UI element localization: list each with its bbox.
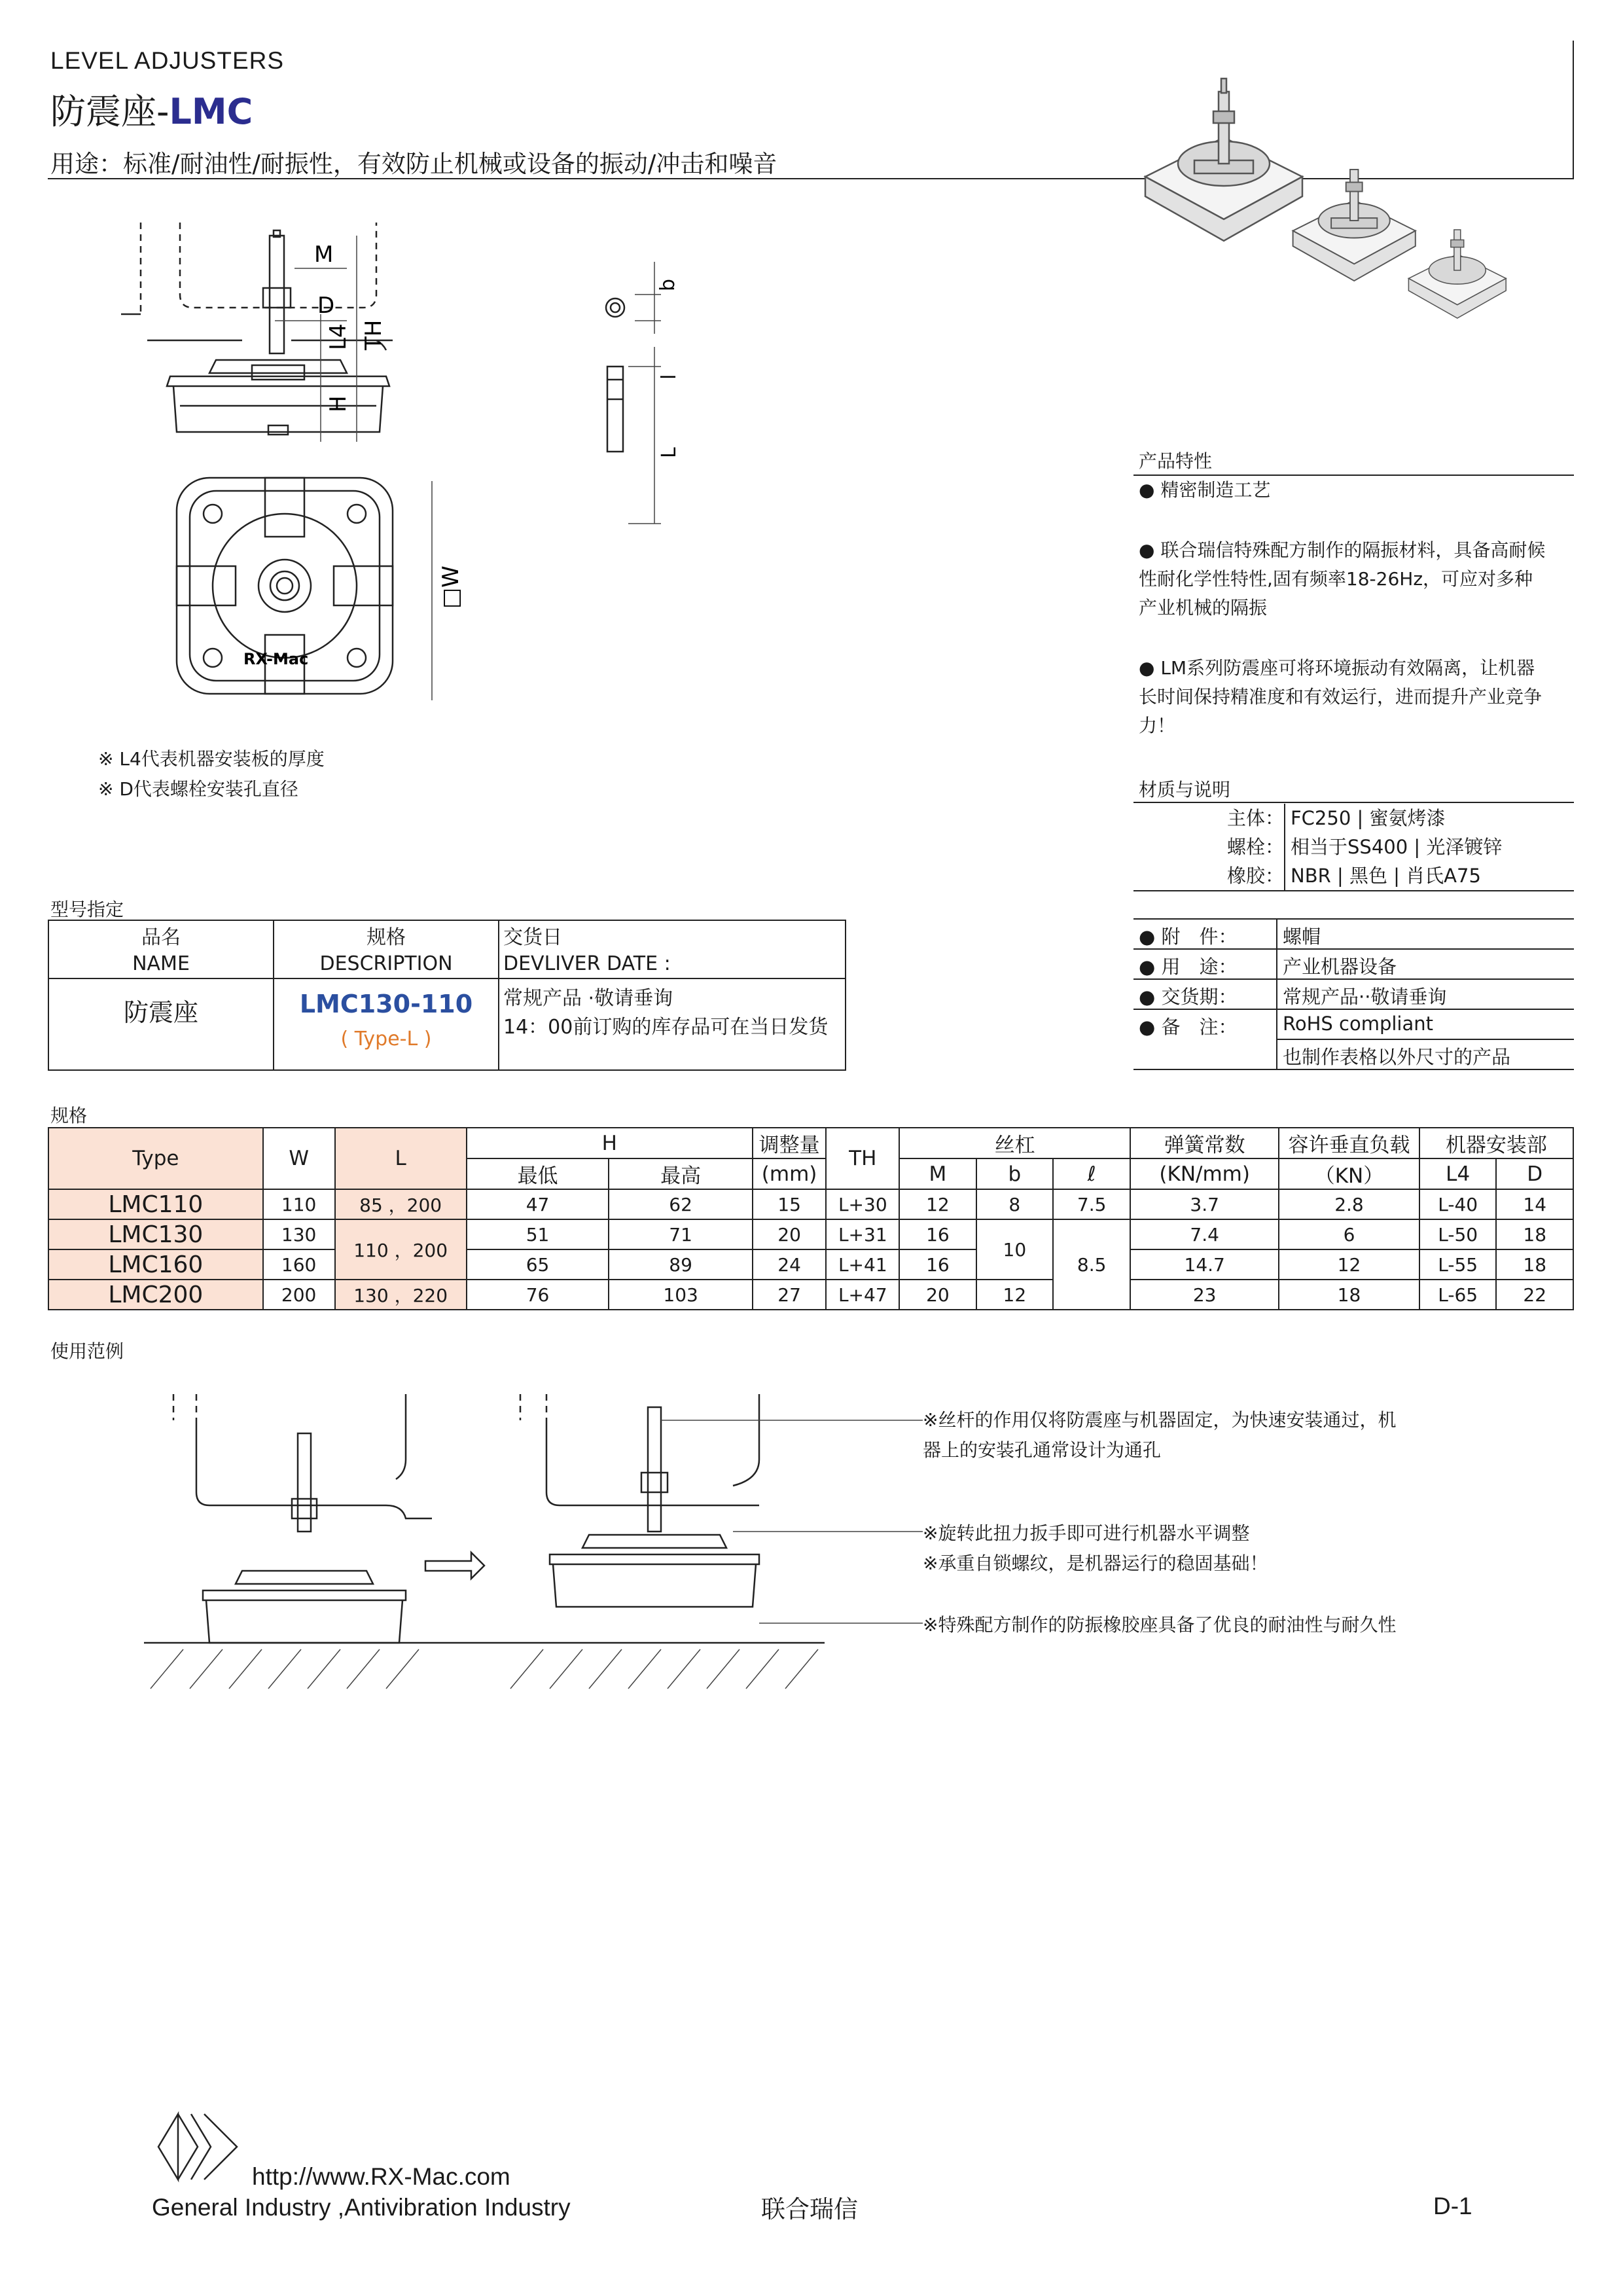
th-b: b: [976, 1158, 1053, 1189]
cell-load: 2.8: [1279, 1189, 1419, 1219]
cell-adj: 20: [753, 1219, 827, 1249]
cell-k: 3.7: [1130, 1189, 1279, 1219]
cell-hmax: 103: [609, 1280, 752, 1310]
info-rule-4: [1276, 1039, 1574, 1040]
th-load: 容许垂直负载: [1279, 1128, 1419, 1158]
dim-H-label: H: [325, 395, 351, 412]
cell-m: 16: [899, 1219, 976, 1249]
header-right-rule: [1573, 41, 1574, 179]
features-heading: 产品特性: [1139, 450, 1213, 472]
dim-D-label: D: [317, 293, 335, 319]
feature-3b: 长时间保持精准度和有效运行，进而提升产业竞争: [1139, 686, 1543, 708]
cell-k: 23: [1130, 1280, 1279, 1310]
model-delivery-2: 14：00前订购的库存品可在当日发货: [503, 1016, 829, 1039]
cell-hmin: 51: [467, 1219, 609, 1249]
title-accent: LMC: [169, 91, 253, 132]
cell-w: 200: [263, 1280, 335, 1310]
cell-m: 12: [899, 1189, 976, 1219]
company-logo-icon: [152, 2108, 243, 2186]
th-h: H: [467, 1128, 753, 1158]
th-mount: 机器安装部: [1419, 1128, 1573, 1158]
mat-divider: [1284, 804, 1285, 890]
materials-rule-bottom: [1133, 890, 1574, 891]
cell-type: LMC160: [48, 1249, 263, 1280]
cell-l: 85 ，200: [335, 1189, 467, 1219]
cell-type: LMC110: [48, 1189, 263, 1219]
model-table: [48, 920, 846, 1071]
info-divider: [1276, 920, 1277, 1070]
cell-th: L+31: [826, 1219, 899, 1249]
th-h-max: 最高: [609, 1158, 752, 1189]
cell-l4: L-55: [1419, 1249, 1497, 1280]
usage-heading: 使用范例: [50, 1340, 124, 1362]
dim-TH-label: TH: [361, 319, 387, 350]
model-col1-en: NAME: [48, 950, 274, 978]
feature-2c: 产业机械的隔振: [1139, 597, 1268, 619]
cell-d: 18: [1496, 1219, 1573, 1249]
th-m: M: [899, 1158, 976, 1189]
usage-callout-1b: 器上的安装孔通常设计为通孔: [923, 1439, 1162, 1461]
cell-th: L+41: [826, 1249, 899, 1280]
page-number: D-1: [1433, 2193, 1472, 2219]
dim-M-label: M: [314, 242, 334, 268]
feature-2a: ● 联合瑞信特殊配方制作的隔振材料，具备高耐候: [1139, 539, 1546, 561]
cell-hmin: 47: [467, 1189, 609, 1219]
cell-l4: L-65: [1419, 1280, 1497, 1310]
model-type-hint: ( Type-L ): [340, 1028, 432, 1050]
footer-url[interactable]: http://www.RX-Mac.com: [252, 2163, 510, 2190]
th-screw: 丝杠: [899, 1128, 1130, 1158]
model-delivery: [499, 978, 846, 1070]
info-label-4: ● 备 注：: [1139, 1016, 1238, 1038]
usage-description: 用途：标准/耐油性/耐振性，有效防止机械或设备的振动/冲击和噪音: [50, 150, 777, 178]
cell-w: 110: [263, 1189, 335, 1219]
th-d: D: [1496, 1158, 1573, 1189]
table-row: [48, 1280, 1573, 1310]
mat-value-2: 相当于SS400 | 光泽镀锌: [1291, 836, 1503, 858]
info-value-2: 产业机器设备: [1283, 956, 1397, 978]
dim-L4-label: L4: [325, 323, 351, 350]
model-col3-en: DEVLIVER DATE :: [499, 950, 846, 978]
cell-b: 12: [976, 1280, 1053, 1310]
table-row: [48, 1189, 1573, 1219]
cell-th: L+47: [826, 1280, 899, 1310]
title-main: 防震座-: [50, 91, 169, 132]
bolt-detail: [589, 249, 720, 537]
mat-label-3: 橡胶：: [1226, 865, 1284, 887]
dim-b-label: b: [656, 278, 679, 291]
cell-b: 10: [976, 1219, 1053, 1280]
cell-hmax: 89: [609, 1249, 752, 1280]
cell-adj: 27: [753, 1280, 827, 1310]
cell-l4: L-40: [1419, 1189, 1497, 1219]
model-col2-cn: 规格: [274, 920, 499, 950]
mat-label-1: 主体：: [1226, 807, 1284, 829]
info-label-2: ● 用 途：: [1139, 956, 1238, 978]
info-label-1: ● 附 件：: [1139, 925, 1238, 948]
dim-L-label: L: [658, 447, 681, 458]
feature-3a: ● LM系列防震座可将环境振动有效隔离，让机器: [1139, 657, 1535, 679]
footer-industry: General Industry ,Antivibration Industry: [152, 2194, 571, 2221]
header-subtitle: LEVEL ADJUSTERS: [50, 47, 285, 74]
model-description: [274, 978, 499, 1070]
cell-adj: 24: [753, 1249, 827, 1280]
spec-heading: 规格: [50, 1105, 88, 1126]
model-col2-en: DESCRIPTION: [274, 950, 499, 978]
usage-callout-2: ※旋转此扭力扳手即可进行机器水平调整: [923, 1522, 1250, 1544]
table-row: [48, 1219, 1573, 1249]
materials-rule-top: [1133, 802, 1574, 803]
cell-k: 14.7: [1130, 1249, 1279, 1280]
cell-load: 18: [1279, 1280, 1419, 1310]
th-adjust-unit: (mm): [753, 1158, 827, 1189]
cell-ell: 7.5: [1053, 1189, 1130, 1219]
cell-ell: 8.5: [1053, 1219, 1130, 1310]
mat-value-1: FC250 | 蜜氨烤漆: [1291, 807, 1446, 829]
th-h-min: 最低: [467, 1158, 609, 1189]
model-delivery-1: 常规产品 ·敬请垂询: [503, 987, 673, 1010]
usage-callout-3: ※承重自锁螺纹，是机器运行的稳固基础！: [923, 1552, 1268, 1574]
th-th: TH: [826, 1128, 899, 1189]
drawing-logo: RX-Mac: [243, 650, 309, 668]
cell-b: 8: [976, 1189, 1053, 1219]
cell-w: 130: [263, 1219, 335, 1249]
th-type: Type: [48, 1128, 263, 1189]
cell-l: 110 ，200: [335, 1219, 467, 1280]
cell-d: 22: [1496, 1280, 1573, 1310]
page-title: [50, 84, 253, 134]
technical-drawing: [118, 209, 576, 707]
table-row: [48, 1249, 1573, 1280]
cell-hmin: 65: [467, 1249, 609, 1280]
cell-load: 12: [1279, 1249, 1419, 1280]
cell-m: 20: [899, 1280, 976, 1310]
note-l4: ※ L4代表机器安装板的厚度: [98, 748, 325, 770]
materials-heading: 材质与说明: [1139, 779, 1231, 800]
th-ell: ℓ: [1053, 1158, 1130, 1189]
th-load-unit: （KN）: [1279, 1158, 1419, 1189]
mat-label-2: 螺栓：: [1226, 836, 1284, 858]
cell-type: LMC130: [48, 1219, 263, 1249]
feature-1: ● 精密制造工艺: [1139, 479, 1271, 501]
cell-d: 14: [1496, 1189, 1573, 1219]
info-value-1: 螺帽: [1283, 925, 1321, 948]
th-l: L: [335, 1128, 467, 1189]
cell-w: 160: [263, 1249, 335, 1280]
cell-hmax: 71: [609, 1219, 752, 1249]
cell-load: 6: [1279, 1219, 1419, 1249]
cell-m: 16: [899, 1249, 976, 1280]
th-adjust: 调整量: [753, 1128, 827, 1158]
cell-th: L+30: [826, 1189, 899, 1219]
info-rule-bottom: [1133, 1069, 1574, 1070]
th-w: W: [263, 1128, 335, 1189]
model-col1-cn: 品名: [48, 920, 274, 950]
footer-company: 联合瑞信: [761, 2195, 858, 2223]
info-value-5: 也制作表格以外尺寸的产品: [1283, 1046, 1511, 1068]
model-name: 防震座: [48, 978, 274, 1070]
usage-illustration: [144, 1381, 825, 1695]
cell-adj: 15: [753, 1189, 827, 1219]
info-label-3: ● 交货期：: [1139, 986, 1238, 1008]
cell-l4: L-50: [1419, 1219, 1497, 1249]
cell-l: 130 ，220: [335, 1280, 467, 1310]
info-value-4: RoHS compliant: [1283, 1013, 1434, 1035]
th-spring: 弹簧常数: [1130, 1128, 1279, 1158]
cell-k: 7.4: [1130, 1219, 1279, 1249]
usage-callout-1: ※丝杆的作用仅将防震座与机器固定，为快速安装通过，机: [923, 1409, 1397, 1431]
dim-W-label: □W: [438, 565, 464, 609]
model-code: LMC130-110: [299, 990, 473, 1018]
th-spring-unit: (KN/mm): [1130, 1158, 1279, 1189]
spec-table: [48, 1127, 1574, 1310]
product-illustration: [1132, 65, 1564, 393]
cell-hmax: 62: [609, 1189, 752, 1219]
info-value-3: 常规产品··敬请垂询: [1283, 986, 1447, 1008]
feature-2b: 性耐化学性特性,固有频率18-26Hz，可应对多种: [1139, 568, 1533, 590]
cell-type: LMC200: [48, 1280, 263, 1310]
feature-3c: 力！: [1139, 715, 1176, 736]
dim-l-label: l: [658, 374, 681, 380]
mat-value-3: NBR | 黑色 | 肖氏A75: [1291, 865, 1481, 887]
model-heading: 型号指定: [50, 899, 124, 920]
cell-d: 18: [1496, 1249, 1573, 1280]
cell-hmin: 76: [467, 1280, 609, 1310]
model-col3-cn: 交货日: [499, 920, 846, 950]
usage-callout-4: ※特殊配方制作的防振橡胶座具备了优良的耐油性与耐久性: [923, 1614, 1397, 1636]
th-l4: L4: [1419, 1158, 1497, 1189]
info-block: [1133, 920, 1574, 1070]
note-d: ※ D代表螺栓安装孔直径: [98, 778, 298, 800]
materials-block: [1133, 804, 1574, 890]
